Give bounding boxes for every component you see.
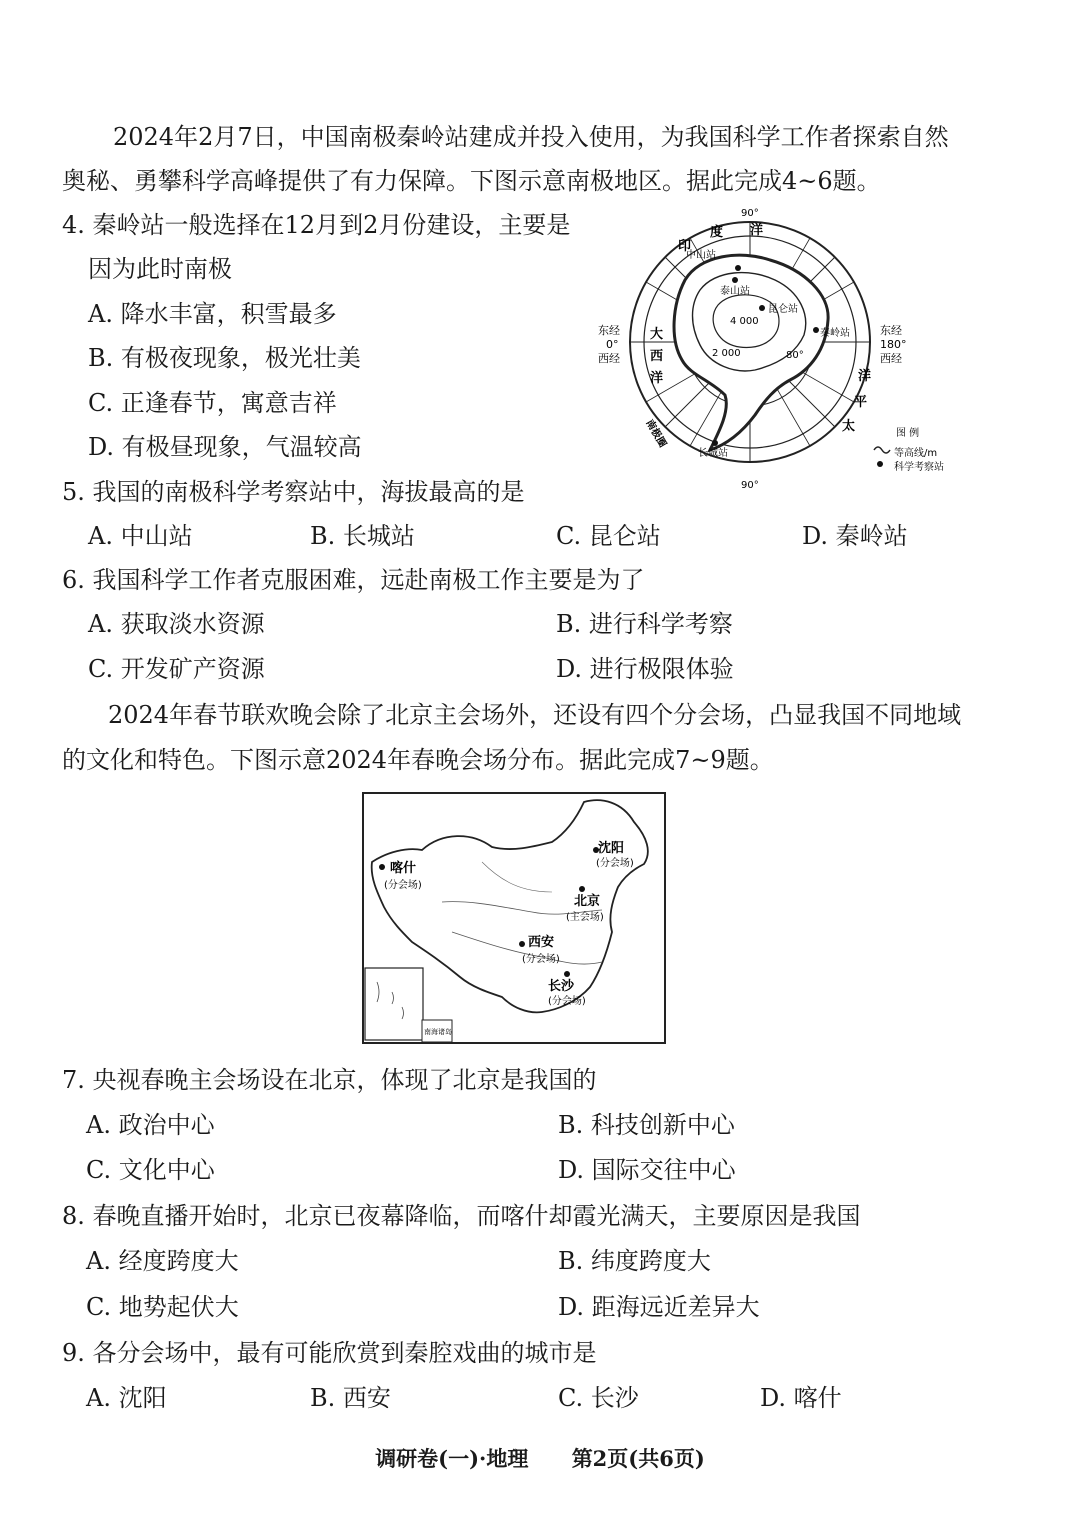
q7-option-a[interactable]: A. 政治中心 [86, 1111, 215, 1139]
indian-1: 印 [678, 239, 692, 254]
station-changcheng: 长城站 [698, 448, 728, 459]
q6-stem: 6. 我国科学工作者克服困难，远赴南极工作主要是为了 [62, 566, 645, 594]
pacific-2: 平 [854, 395, 868, 410]
pacific-1: 太 [842, 419, 856, 434]
q7-option-c[interactable]: C. 文化中心 [86, 1156, 215, 1184]
station-qinling: 秦岭站 [820, 328, 850, 339]
left-west: 西经 [598, 352, 620, 365]
left-zero: 0° [606, 338, 619, 351]
q6-option-c[interactable]: C. 开发矿产资源 [88, 655, 265, 683]
changsha-venue: (分会场) [548, 996, 586, 1007]
q4-option-d[interactable]: D. 有极昼现象，气温较高 [88, 433, 362, 461]
q5-option-b[interactable]: B. 长城站 [310, 522, 415, 550]
q6-option-a[interactable]: A. 获取淡水资源 [88, 610, 265, 638]
station-zhongshan: 中山站 [686, 250, 716, 261]
city-kashi: 喀什 [390, 861, 417, 876]
deg-bottom: 90° [741, 480, 759, 490]
station-kunlun: 昆仑站 [768, 304, 798, 315]
indian-3: 洋 [750, 223, 764, 238]
q5-option-d[interactable]: D. 秦岭站 [802, 522, 908, 550]
atlantic-2: 西 [650, 349, 664, 364]
q6-option-d[interactable]: D. 进行极限体验 [556, 655, 734, 683]
kashi-venue: (分会场) [384, 880, 422, 891]
q4-stem-line1: 4. 秦岭站一般选择在12月到2月份建设，主要是 [62, 211, 571, 239]
q7-option-d[interactable]: D. 国际交往中心 [558, 1156, 736, 1184]
page-footer [0, 1443, 1080, 1473]
beijing-venue: (主会场) [566, 912, 604, 923]
right-180: 180° [880, 338, 907, 351]
atlantic-3: 洋 [650, 371, 664, 386]
footer-page: 第2页(共6页) [571, 1446, 705, 1471]
footer-title: 调研卷(一)·地理 [375, 1446, 529, 1471]
q4-option-c[interactable]: C. 正逢春节，寓意吉祥 [88, 389, 337, 417]
station-taishan: 泰山站 [720, 286, 750, 297]
deg-top: 90° [741, 208, 759, 219]
atlantic-1: 大 [650, 327, 664, 342]
q9-option-d[interactable]: D. 喀什 [760, 1384, 842, 1412]
lat-80: 80° [786, 350, 804, 361]
q9-option-b[interactable]: B. 西安 [310, 1384, 391, 1412]
city-beijing: 北京 [574, 894, 601, 909]
intro2-line1: 2024年春节联欢晚会除了北京主会场外，还设有四个分会场，凸显我国不同地域 [108, 701, 962, 729]
antarctic-map [590, 200, 980, 490]
intro1-line2: 奥秘、勇攀科学高峰提供了有力保障。下图示意南极地区。据此完成4~6题。 [62, 167, 881, 195]
q8-stem: 8. 春晚直播开始时，北京已夜幕降临，而喀什却霞光满天，主要原因是我国 [62, 1202, 861, 1230]
legend-station: 科学考察站 [894, 462, 944, 473]
q7-option-b[interactable]: B. 科技创新中心 [558, 1111, 735, 1139]
legend-title: 图 例 [896, 428, 920, 439]
q8-option-c[interactable]: C. 地势起伏大 [86, 1293, 239, 1321]
indian-2: 度 [710, 225, 724, 240]
contour-2000: 2 000 [712, 348, 741, 359]
contour-4000: 4 000 [730, 316, 759, 327]
intro2-line2: 的文化和特色。下图示意2024年春晚会场分布。据此完成7~9题。 [62, 746, 774, 774]
city-xian: 西安 [528, 935, 555, 950]
antarctic-circle-label: 南极圈 [643, 418, 668, 450]
q9-option-c[interactable]: C. 长沙 [558, 1384, 639, 1412]
q5-option-a[interactable]: A. 中山站 [88, 522, 193, 550]
q7-stem: 7. 央视春晚主会场设在北京，体现了北京是我国的 [62, 1066, 597, 1094]
q8-option-d[interactable]: D. 距海远近差异大 [558, 1293, 760, 1321]
legend-contour: 等高线/m [894, 448, 938, 459]
right-east: 东经 [880, 324, 902, 337]
q8-option-a[interactable]: A. 经度跨度大 [86, 1247, 239, 1275]
q9-stem: 9. 各分会场中，最有可能欣赏到秦腔戏曲的城市是 [62, 1339, 597, 1367]
q8-option-b[interactable]: B. 纬度跨度大 [558, 1247, 711, 1275]
q6-option-b[interactable]: B. 进行科学考察 [556, 610, 733, 638]
city-changsha: 长沙 [548, 979, 575, 994]
pacific-3: 洋 [858, 369, 872, 384]
right-west: 西经 [880, 352, 902, 365]
inset-label: 南海诸岛 [424, 1028, 452, 1036]
city-shenyang: 沈阳 [598, 841, 625, 856]
q4-option-b[interactable]: B. 有极夜现象，极光壮美 [88, 344, 361, 372]
left-east: 东经 [598, 324, 620, 337]
q4-option-a[interactable]: A. 降水丰富，积雪最多 [88, 300, 337, 328]
q5-stem: 5. 我国的南极科学考察站中，海拔最高的是 [62, 478, 525, 506]
china-map [362, 792, 666, 1044]
intro1-line1: 2024年2月7日，中国南极秦岭站建成并投入使用，为我国科学工作者探索自然 [113, 123, 949, 151]
shenyang-venue: (分会场) [596, 858, 634, 869]
q5-option-c[interactable]: C. 昆仑站 [556, 522, 661, 550]
q4-stem-line2: 因为此时南极 [88, 255, 232, 283]
xian-venue: (分会场) [522, 954, 560, 965]
q9-option-a[interactable]: A. 沈阳 [86, 1384, 167, 1412]
